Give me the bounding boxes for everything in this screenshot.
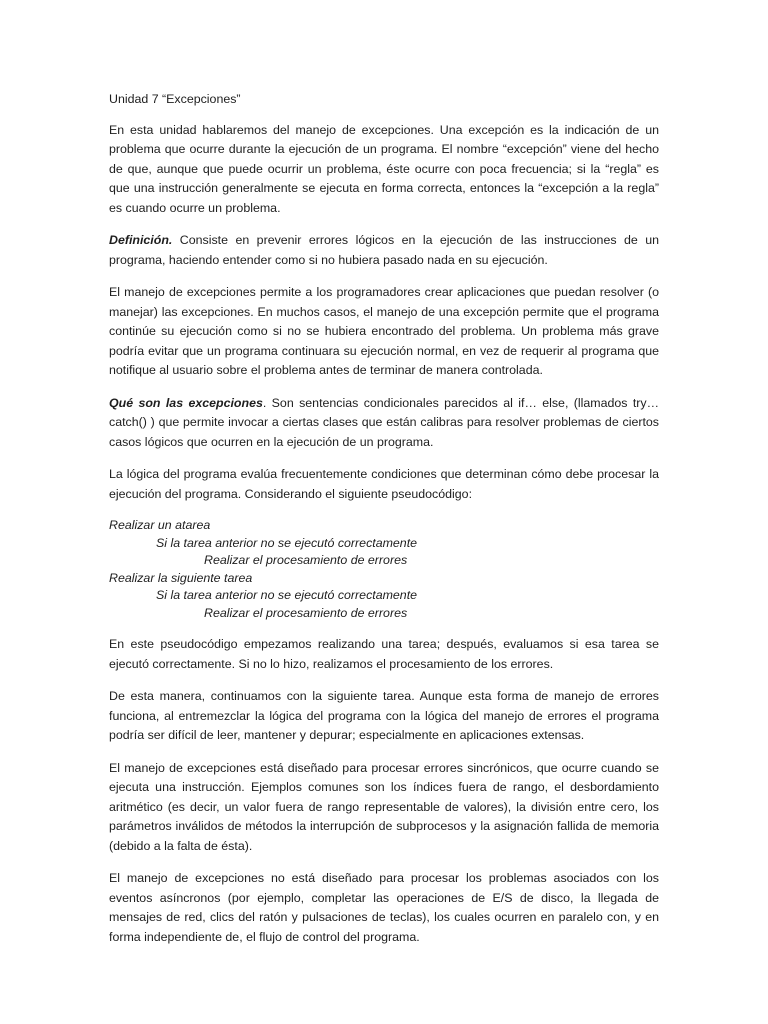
- pseudocode-line: Realizar el procesamiento de errores: [204, 605, 408, 620]
- paragraph-continuation: De esta manera, continuamos con la siguiente tarea. Aunque esta forma de manejo de errores funciona, al entremezclar la lógica del programa con la lógica del manejo de errores el programa podría ser difícil de leer, mantener y depurar; especialmente en aplicaciones extensas.: [109, 689, 659, 742]
- pseudocode-line: Si la tarea anterior no se ejecutó correctamente: [156, 588, 418, 602]
- pseudocode-line: Si la tarea anterior no se ejecutó correctamente: [156, 535, 418, 550]
- document-body: [109, 90, 659, 960]
- pseudocode-line: Realizar un atarea: [109, 518, 211, 532]
- paragraph-definition: [109, 231, 659, 270]
- document-title: Unidad 7 “Excepciones”: [109, 92, 241, 106]
- paragraph-pseudocode-explanation: En este pseudocódigo empezamos realizando una tarea; después, evaluamos si esa tarea se ejecutó correctamente. Si no lo hizo, realizamos el procesamiento de los errores.: [109, 637, 659, 671]
- paragraph-program-logic: La lógica del programa evalúa frecuentemente condiciones que determinan cómo debe procesar la ejecución del programa. Considerando el siguiente pseudocódigo:: [109, 467, 659, 501]
- pseudocode-block: [109, 517, 659, 622]
- pseudocode-line: Realizar el procesamiento de errores: [204, 553, 408, 567]
- paragraph-exception-handling: El manejo de excepciones permite a los programadores crear aplicaciones que puedan resolver (o manejar) las excepciones. En muchos casos, el manejo de una excepción permite que el programa continúe su ejecución como si no se hubiera encontrado del problema. Un problema más grave podría evitar que un programa continuara su ejecución normal, en vez de requerir al programa que notifique al usuario sobre el problema antes de terminar de manera controlada.: [109, 285, 659, 377]
- paragraph-what-are-exceptions: [109, 394, 659, 453]
- definition-lead: Definición.: [109, 233, 173, 247]
- what-are-exceptions-text: . Son sentencias condicionales parecidos al if… else, (llamados try… catch() ) que permite invocar a ciertas clases que están calibras para resolver problemas de ciertos casos lógicos que ocurren en la ejecución de un programa.: [109, 395, 659, 449]
- paragraph-asynchronous-events: El manejo de excepciones no está diseñado para procesar los problemas asociados con los eventos asíncronos (por ejemplo, completar las operaciones de E/S de disco, la llegada de mensajes de red, clics del ratón y pulsaciones de teclas), los cuales ocurren en paralelo con, y en forma independiente de, el flujo de control del programa.: [109, 871, 659, 944]
- definition-text: Consiste en prevenir errores lógicos en la ejecución de las instrucciones de un programa, haciendo entender como si no hubiera pasado nada en su ejecución.: [109, 233, 659, 267]
- paragraph-intro: En esta unidad hablaremos del manejo de excepciones. Una excepción es la indicación de un problema que ocurre durante la ejecución de un programa. El nombre “excepción” viene del hecho de que, aunque que puede ocurrir un problema, éste ocurre con poca frecuencia; si la “regla” es que una instrucción generalmente se ejecuta en forma correcta, entonces la “excepción a la regla” es cuando ocurre un problema.: [109, 122, 659, 215]
- what-are-exceptions-lead: Qué son las excepciones: [109, 395, 263, 410]
- paragraph-synchronous-errors: El manejo de excepciones está diseñado para procesar errores sincrónicos, que ocurre cuando se ejecuta una instrucción. Ejemplos comunes son los índices fuera de rango, el desbordamiento aritmético (es decir, un valor fuera de rango representable de valores), la división entre cero, los parámetros inválidos de métodos la interrupción de subprocesos y la asignación fallida de memoria (debido a la falta de ésta).: [109, 760, 659, 853]
- pseudocode-line: Realizar la siguiente tarea: [109, 570, 253, 585]
